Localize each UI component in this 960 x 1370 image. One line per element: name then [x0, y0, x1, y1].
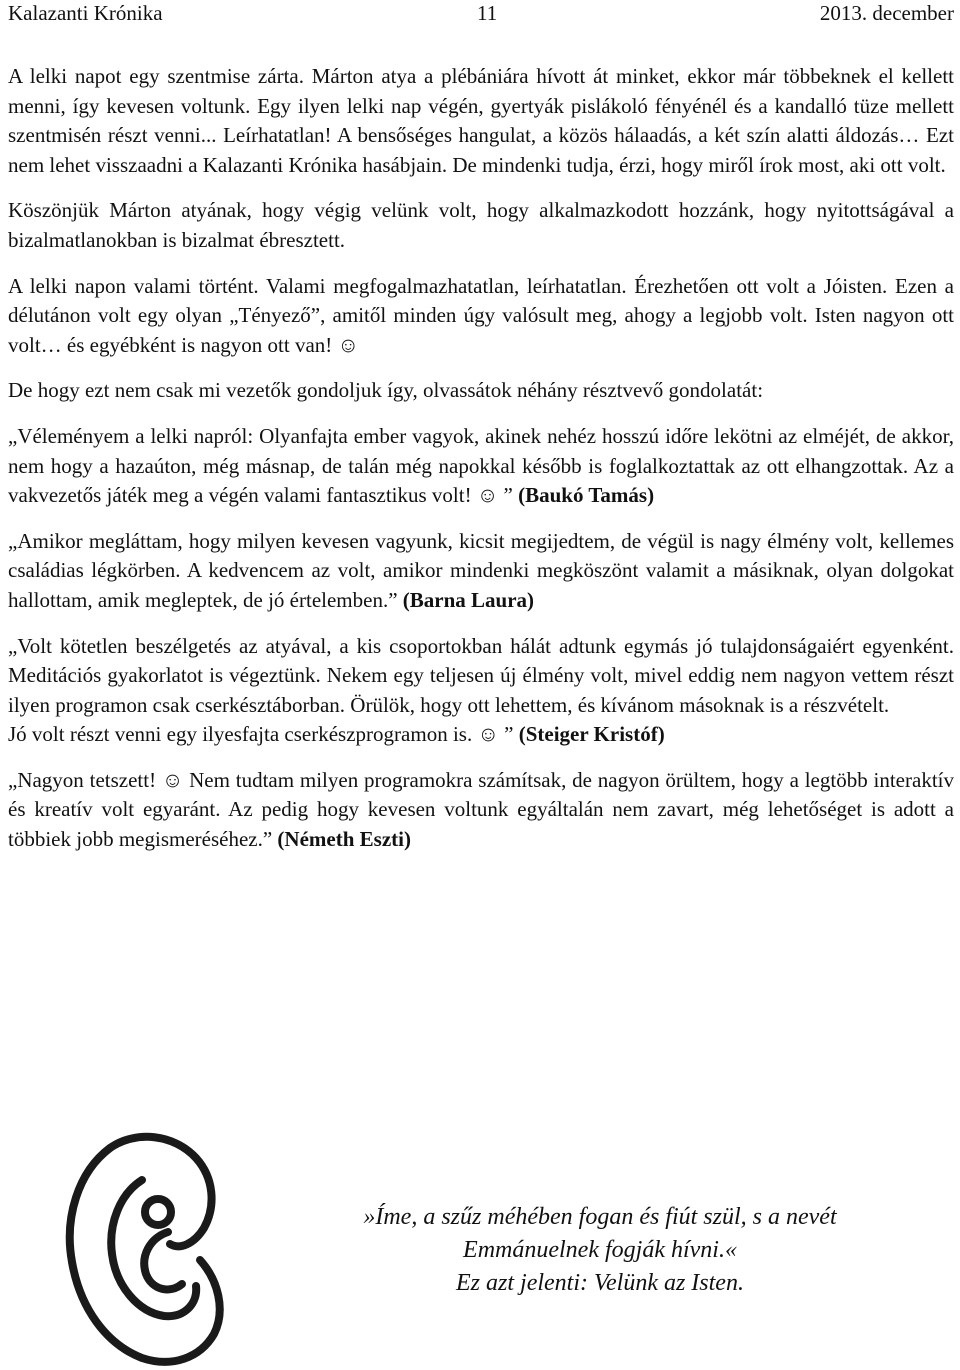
- quote-line: »Íme, a szűz méhében fogan és fiút szül, s a nevét: [363, 1204, 837, 1230]
- quote-line: Emmánuelnek fogják hívni.«: [463, 1237, 737, 1263]
- paragraph-something-happened: A lelki napon valami történt. Valami megfogalmazhatatlan, leírhatatlan. Érezhetően ott volt a Jóisten. Ezen a délutánon volt egy olyan „Tényező”, amitől minden úgy valósult meg, ahogy a legjobb volt. Isten nagyon ott volt… és egyébként is nagyon ott van! ☺: [8, 273, 954, 357]
- paragraph-thanks: Köszönjük Márton atyának, hogy végig velünk volt, hogy alkalmazkodott hozzánk, hogy nyitottságával a bizalmatlanokban is bizalmat ébresztett.: [8, 198, 954, 252]
- testimonial-author: (Steiger Kristóf): [518, 722, 665, 747]
- publication-title: Kalazanti Krónika: [8, 1, 163, 25]
- testimonial: [8, 766, 954, 855]
- testimonial: [8, 527, 954, 616]
- issue-date: 2013. december: [819, 1, 954, 25]
- paragraph-participants-intro: De hogy ezt nem csak mi vezetők gondoljuk így, olvassátok néhány résztvevő gondolatát:: [8, 378, 764, 403]
- article-body: [8, 62, 954, 871]
- bible-quote: [300, 1201, 900, 1300]
- madonna-and-child-drawing: [50, 1120, 238, 1368]
- testimonial: [8, 632, 954, 750]
- testimonial-text-continued: Jó volt részt venni egy ilyesfajta cserkészprogramon is. ☺ ”: [8, 722, 519, 747]
- testimonial-author: (Németh Eszti): [277, 827, 411, 852]
- page-number: 11: [477, 1, 498, 25]
- testimonial: [8, 422, 954, 511]
- paragraph-closing-mass: A lelki napot egy szentmise zárta. Márton atya a plébániára hívott át minket, ekkor már többeknek el kellett menni, így kevesen voltunk. Egy ilyen lelki nap végén, gyertyák pislákoló fényénél és a kandalló tüze mellett szentmisén részt venni... Leírhatatlan! A bensőséges hangulat, a közös hálaadás, a két szín alatti áldozás… Ezt nem lehet visszaadni a Kalazanti Krónika hasábjain. De mindenki tudja, érzi, hogy miről írok most, aki ott volt.: [8, 64, 954, 177]
- testimonial-text: „Volt kötetlen beszélgetés az atyával, a kis csoportokban hálát adtunk egymás jó tulajdonságaiért egyenként. Meditációs gyakorlatot is végeztünk. Nekem egy teljesen új élmény volt, mivel eddig nem nagyon vettem részt ilyen programon csak cserkésztáborban. Örülök, hogy ott lehettem, és kívánom másoknak is a részvételt.: [8, 633, 954, 717]
- testimonial-author: (Baukó Tamás): [518, 483, 655, 508]
- quote-line: Ez azt jelenti: Velünk az Isten.: [456, 1270, 744, 1296]
- testimonial-text: „Véleményem a lelki napról: Olyanfajta ember vagyok, akinek nehéz hosszú időre lekötni az elméjét, de akkor, nem hogy a hazaúton, még másnap, de talán még napokkal később is foglalkoztattak az ott elhangzottak. Az a vakvezetős játék meg a végén valami fantasztikus volt! ☺ ”: [8, 423, 954, 508]
- testimonial-author: (Barna Laura): [402, 587, 535, 612]
- testimonial-text: „Amikor megláttam, hogy milyen kevesen vagyunk, kicsit megijedtem, de végül is nagy élmény volt, kellemes családias légkörben. A kedvencem az volt, amikor mindenki megköszönt valamit a másiknak, olyan dolgokat hallottam, amik megleptek, de jó értelemben.”: [8, 528, 954, 612]
- page-header: [8, 0, 954, 26]
- testimonial-text: „Nagyon tetszett! ☺ Nem tudtam milyen programokra számítsak, de nagyon örültem, hogy a legtöbb interaktív és kreatív volt egyaránt. Az pedig hogy kevesen voltunk egyáltalán nem zavart, még lehetőséget is adott a többiek jobb megismeréséhez.”: [8, 767, 954, 852]
